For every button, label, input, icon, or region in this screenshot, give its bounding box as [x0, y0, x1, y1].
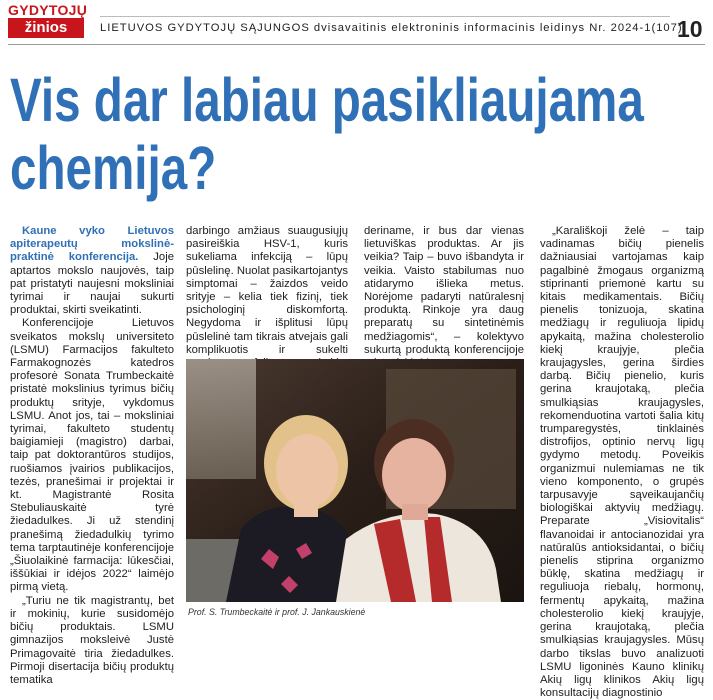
- page-number: 10: [677, 16, 703, 42]
- photo-caption: Prof. S. Trumbeckaitė ir prof. J. Jankauskienė: [188, 607, 366, 617]
- logo-top-text: GYDYTOJŲ: [8, 2, 88, 18]
- article-headline: [10, 66, 644, 202]
- article-column-1: [10, 225, 174, 687]
- paragraph: „Turiu ne tik magistrantų, bet ir mokinių, kurie susidomėjo bičių produktais. LSMU gimnazijos moksleivė Justė Primagovaitė tiria žiedadulkes. Pirmoji disertacija bičių produktų tematika: [10, 594, 174, 686]
- paragraph: [10, 225, 174, 317]
- paragraph-text: Joje aptartos mokslo naujovės, taip pat pristatyti naujesni moksliniai tyrimai ir naujai sukurti produktai, skirti sveikatinti.: [10, 251, 174, 317]
- masthead: LIETUVOS GYDYTOJŲ SĄJUNGOS dvisavaitinis elektroninis informacinis leidinys Nr. 2024-1(107): [100, 22, 683, 34]
- photo-illustration: [186, 359, 524, 602]
- article-photo: [186, 359, 524, 602]
- logo-bottom-text: žinios: [8, 18, 84, 38]
- article-column-4: [540, 225, 704, 700]
- paragraph: darbingo amžiaus suaugusiųjų pasireiškia HSV-1, kuris sukeliama infekciją – lūpų pūslelinę. Nuolat pasikartojantys simptomai – žaizdos veido srityje – kelia tiek fizinį, tiek psichologinį diskomfortą. Negydoma ir išplitusi lūpų pūslelinė tam tikrais atvejais gali komplikuotis ir sukelti: [186, 225, 349, 356]
- headline-line-1: Vis dar labiau pasikliaujama: [10, 66, 644, 134]
- headline-line-2: chemija?: [10, 134, 217, 202]
- paragraph: Konferencijoje Lietuvos sveikatos mokslų universiteto (LSMU) Farmacijos fakulteto Farmakognozės katedros profesorė Sonata Trumbeckaitė pristatė mokslinius tyrimus bičių produktų srityje, vykdomus LSMU. Anot jos, tai – moksliniai tyrimai, fakulteto studentų baigiamieji (magistro) darbai, taip pat doktorantūros studijos, ruošiamos įvairios publikacijos, tezės, pranešimai ir projektai ir kt. Magistrantė Rosita Stebuliauskaitė tyrė žiedadulkes. Ji už stendinį pranešimą žiedadulkių tyrimo tema tarptautinėje konferencijoje „Šiuolaikinė farmacija: lūkesčiai, iššūkiai ir idėjos 2022“ laimėjo pirmą vietą.: [10, 317, 174, 594]
- publication-logo: [8, 2, 88, 38]
- lead-text: Kaune vyko Lietuvos apiterapeutų mokslinė-praktinė konferencija.: [10, 225, 174, 264]
- paragraph: deriname, ir bus dar vienas lietuviškas produktas. Ar jis veikia? Taip – buvo išbandyta ir veikia. Vaisto stabilumas nuo atidarymo išlieka metus. Norėjome padaryti natūralesnį produktą. Rinkoje yra daug preparatų su sintetinėmis medžiagomis“, – kolektyvo sukurtą produktą konferencijoje: [364, 225, 524, 356]
- paragraph: „Karališkoji želė – taip vadinamas bičių pienelis dažniausiai vartojamas kaip pagalbinė žmogaus organizmą stiprinanti priemonė kartu su kitais medikamentais. Bičių pienelis tonizuoja, skatina medžiagų ir reguliuoja lipidų apykaitą, mažina cholesterolio kiekį kraujyje, plečia kraujagysles, gerina širdies darbą. Bičių pienelio, kuris gerina kraujotaką, plečia smulkiąsias kraujagysles, rekomenduotina vartoti šalia kitų trumparegystės, tinklainės distrofijos, optinio nervų ligų gydymo metodų. Poveikis organizmui nulemiamas ne tik vieno komponento, o grupės tarpusavyje sąveikaujančių biologiškai aktyvių medžiagų. Preparate „Visiovitalis“ flavanoidai ir antocianozidai yra natūralūs antioksidantai, o bičių pienelis stiprina organizmo būklę, skatina medžiagų ir reguliuoja riebalų, hormonų, fermentų apykaitą, mažina cholesterolio kiekį kraujyje, gerina kraujotaką, plečia smulkiąsias kraujagysles. Mūsų darbo tikslas buvo analizuoti LSMU ligoninės Kauno klinikų Akių ligų klinikos Akių ligų konsultacijų diagnostinio: [540, 225, 704, 700]
- article-column-3: [364, 225, 524, 370]
- header-rule: [8, 44, 705, 45]
- header-top-rule: [100, 16, 670, 17]
